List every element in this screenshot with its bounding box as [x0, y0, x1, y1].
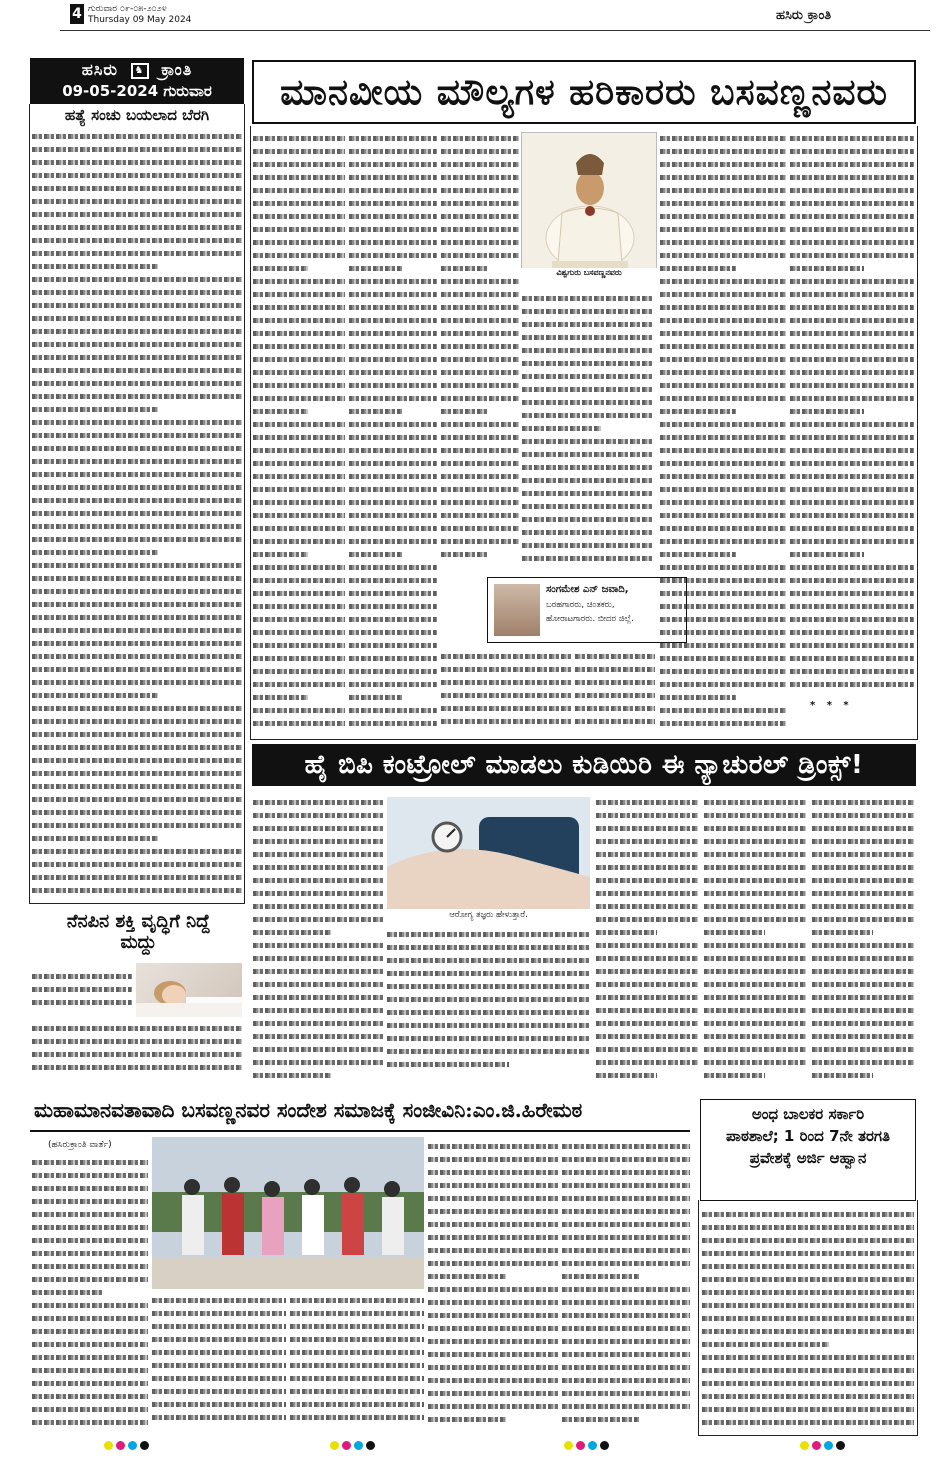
text-line	[428, 1333, 558, 1346]
text-line	[812, 989, 914, 1002]
text-line	[290, 1409, 424, 1422]
header-rule	[60, 30, 930, 31]
text-line	[32, 1362, 148, 1375]
text-line	[152, 1357, 286, 1370]
text-line	[562, 1190, 690, 1203]
text-line	[596, 1028, 698, 1041]
text-line	[152, 1370, 286, 1383]
text-line	[32, 1349, 148, 1362]
text-line	[152, 1344, 286, 1357]
text-line	[32, 1154, 148, 1167]
text-line	[812, 1002, 914, 1015]
text-line	[290, 1383, 424, 1396]
registration-dot	[564, 1441, 573, 1450]
text-line	[704, 898, 806, 911]
text-line	[387, 926, 590, 939]
text-line	[812, 898, 914, 911]
text-line	[812, 911, 914, 924]
text-line	[32, 994, 132, 1007]
text-line	[562, 1242, 690, 1255]
text-line	[596, 911, 698, 924]
text-line	[253, 794, 383, 807]
masthead	[30, 58, 244, 104]
registration-dot	[330, 1441, 339, 1450]
text-line	[290, 1396, 424, 1409]
text-line	[152, 1305, 286, 1318]
text-line	[562, 1333, 690, 1346]
text-line	[704, 794, 806, 807]
text-line	[32, 1193, 148, 1206]
bp-photo-caption: ಆರೋಗ್ಯ ತಜ್ಞರು ಹೇಳುತ್ತಾರೆ.	[449, 910, 528, 920]
text-line	[562, 1372, 690, 1385]
author-photo	[494, 584, 540, 636]
text-line	[253, 1015, 383, 1028]
text-line	[812, 1028, 914, 1041]
text-line	[596, 898, 698, 911]
text-line	[428, 1307, 558, 1320]
bp-article-headline: ಹೈ ಬಿಪಿ ಕಂಟ್ರೋಲ್ ಮಾಡಲು ಕುಡಿಯಿರಿ ಈ ನ್ಯಾಚುರಲ್ ಡ್ರಿಂಕ್ಸ್!	[304, 749, 864, 780]
text-line	[32, 1020, 242, 1033]
text-line	[253, 1002, 383, 1015]
text-line	[253, 859, 383, 872]
text-line	[562, 1177, 690, 1190]
text-line	[562, 1164, 690, 1177]
author-role: ಬರಹಗಾರರು, ಚಿಂತಕರು,	[546, 600, 615, 610]
text-line	[428, 1216, 558, 1229]
text-line	[387, 1017, 590, 1030]
text-line	[152, 1409, 286, 1422]
text-line	[253, 1054, 383, 1067]
text-line	[428, 1138, 558, 1151]
text-line	[253, 820, 383, 833]
registration-dot	[342, 1441, 351, 1450]
text-line	[596, 1067, 698, 1080]
text-line	[704, 911, 806, 924]
text-line	[32, 1059, 242, 1072]
text-line	[704, 989, 806, 1002]
text-line	[428, 1255, 558, 1268]
text-line	[290, 1357, 424, 1370]
text-line	[428, 1177, 558, 1190]
left-article-frame	[29, 104, 245, 904]
text-line	[562, 1203, 690, 1216]
text-line	[812, 846, 914, 859]
text-line	[290, 1292, 424, 1305]
text-line	[704, 820, 806, 833]
registration-marks-3	[564, 1441, 609, 1451]
text-line	[32, 1388, 148, 1401]
text-line	[428, 1411, 558, 1424]
text-line	[596, 976, 698, 989]
text-line	[428, 1385, 558, 1398]
school-article-headline-box	[700, 1099, 916, 1201]
text-line	[32, 1232, 148, 1245]
text-line	[253, 976, 383, 989]
sandesha-article-col2	[152, 1292, 286, 1434]
text-line	[704, 963, 806, 976]
registration-dot	[812, 1441, 821, 1450]
text-line	[596, 794, 698, 807]
school-headline-line3: ಪ್ರವೇಶಕ್ಕೆ ಅರ್ಜಿ ಆಹ್ವಾನ	[749, 1148, 867, 1167]
text-line	[32, 1258, 148, 1271]
text-line	[253, 898, 383, 911]
registration-dot	[588, 1441, 597, 1450]
text-line	[812, 963, 914, 976]
text-line	[812, 807, 914, 820]
running-header	[70, 4, 370, 32]
registration-marks-4	[800, 1441, 845, 1451]
text-line	[253, 1067, 383, 1080]
text-line	[704, 1002, 806, 1015]
text-line	[290, 1331, 424, 1344]
bp-article-col4	[704, 794, 806, 1080]
text-line	[562, 1307, 690, 1320]
text-line	[152, 1318, 286, 1331]
text-line	[812, 976, 914, 989]
text-line	[704, 859, 806, 872]
text-line	[290, 1305, 424, 1318]
text-line	[428, 1359, 558, 1372]
text-line	[428, 1320, 558, 1333]
text-line	[428, 1203, 558, 1216]
masthead-name-left: ಹಸಿರು	[81, 60, 118, 79]
text-line	[596, 872, 698, 885]
text-line	[32, 1245, 148, 1258]
memory-headline-line1: ನೆನಪಿನ ಶಕ್ತಿ ವೃದ್ಧಿಗೆ ನಿದ್ದೆ	[66, 911, 211, 932]
text-line	[596, 989, 698, 1002]
text-line	[562, 1281, 690, 1294]
text-line	[596, 963, 698, 976]
text-line	[596, 885, 698, 898]
registration-marks-1	[104, 1441, 149, 1451]
text-line	[387, 965, 590, 978]
text-line	[704, 846, 806, 859]
text-line	[596, 924, 698, 937]
text-line	[812, 859, 914, 872]
sandesha-dateline: (ಹಸಿರುಕ್ರಾಂತಿ ವಾರ್ತೆ)	[48, 1140, 112, 1150]
text-line	[32, 1310, 148, 1323]
text-line	[32, 1336, 148, 1349]
bp-article-col5	[812, 794, 914, 1080]
text-line	[562, 1216, 690, 1229]
text-line	[562, 1359, 690, 1372]
text-line	[704, 1041, 806, 1054]
text-line	[253, 846, 383, 859]
sleeping-woman-photo	[136, 963, 242, 1017]
registration-dot	[140, 1441, 149, 1450]
text-line	[596, 833, 698, 846]
text-line	[152, 1292, 286, 1305]
text-line	[428, 1242, 558, 1255]
text-line	[596, 1041, 698, 1054]
text-line	[428, 1372, 558, 1385]
sandesha-article-col3	[290, 1292, 424, 1434]
text-line	[428, 1281, 558, 1294]
text-line	[428, 1398, 558, 1411]
registration-dot	[576, 1441, 585, 1450]
sandesha-article-col1	[32, 1154, 148, 1434]
text-line	[562, 1138, 690, 1151]
text-line	[562, 1294, 690, 1307]
left-article-headline: ಹತ್ಯೆ ಸಂಚು ಬಯಲಾದ ಬೆರಗಿ	[64, 106, 210, 124]
text-line	[428, 1268, 558, 1281]
basavanna-portrait	[521, 132, 657, 283]
text-line	[290, 1344, 424, 1357]
text-line	[596, 820, 698, 833]
text-line	[812, 872, 914, 885]
registration-dot	[600, 1441, 609, 1450]
text-line	[387, 939, 590, 952]
memory-article-body-a	[32, 968, 132, 1018]
school-headline-line2: ಪಾಠಶಾಲೆ; 1 ರಿಂದ 7ನೇ ತರಗತಿ	[726, 1126, 890, 1145]
registration-dot	[366, 1441, 375, 1450]
text-line	[387, 1056, 590, 1069]
text-line	[596, 1015, 698, 1028]
memory-article-headline	[31, 911, 246, 971]
sandesha-article-col5	[562, 1138, 690, 1434]
text-line	[562, 1398, 690, 1411]
registration-dot	[354, 1441, 363, 1450]
text-line	[32, 1271, 148, 1284]
text-line	[812, 937, 914, 950]
bp-article-col1	[253, 794, 383, 1080]
text-line	[32, 1206, 148, 1219]
text-line	[253, 911, 383, 924]
memory-article-body-b	[32, 1020, 242, 1078]
text-line	[32, 1323, 148, 1336]
text-line	[290, 1318, 424, 1331]
text-line	[562, 1229, 690, 1242]
author-name: ಸಂಗಮೇಶ ಎನ್ ಜವಾದಿ,	[546, 584, 629, 595]
registration-dot	[128, 1441, 137, 1450]
text-line	[562, 1385, 690, 1398]
text-line	[812, 950, 914, 963]
registration-dot	[104, 1441, 113, 1450]
text-line	[562, 1255, 690, 1268]
text-line	[253, 924, 383, 937]
bp-article-headline-box	[252, 744, 916, 786]
text-line	[32, 1046, 242, 1059]
plough-logo-icon: ♞	[131, 63, 149, 79]
text-line	[812, 885, 914, 898]
text-line	[562, 1411, 690, 1424]
text-line	[704, 1067, 806, 1080]
text-line	[428, 1190, 558, 1203]
text-line	[32, 1284, 148, 1297]
text-line	[596, 950, 698, 963]
text-line	[596, 859, 698, 872]
text-line	[387, 991, 590, 1004]
memory-headline-line2: ಮದ್ದು	[120, 932, 157, 953]
text-line	[253, 807, 383, 820]
masthead-date: 09-05-2024 ಗುರುವಾರ	[62, 82, 212, 100]
text-line	[596, 1054, 698, 1067]
text-line	[253, 1028, 383, 1041]
text-line	[32, 1401, 148, 1414]
header-brand: ಹಸಿರು ಕ್ರಾಂತಿ	[776, 8, 832, 23]
text-line	[812, 820, 914, 833]
text-line	[562, 1320, 690, 1333]
author-box	[487, 577, 687, 643]
registration-dot	[824, 1441, 833, 1450]
text-line	[253, 885, 383, 898]
text-line	[428, 1294, 558, 1307]
text-line	[428, 1229, 558, 1242]
text-line	[704, 807, 806, 820]
text-line	[812, 833, 914, 846]
portrait-caption: ವಿಶ್ವಗುರು ಬಸವಣ್ಣನವರು	[521, 268, 657, 283]
main-article-headline-box	[252, 60, 916, 124]
masthead-name-right: ಕ್ರಾಂತಿ	[161, 60, 193, 79]
text-line	[812, 1054, 914, 1067]
text-line	[387, 952, 590, 965]
school-headline-line1: ಅಂಧ ಬಾಲಕರ ಸರ್ಕಾರಿ	[751, 1105, 865, 1123]
text-line	[596, 846, 698, 859]
text-line	[32, 1033, 242, 1046]
article-end-mark: * * *	[810, 700, 853, 711]
text-line	[704, 950, 806, 963]
text-line	[428, 1346, 558, 1359]
text-line	[290, 1370, 424, 1383]
text-line	[32, 968, 132, 981]
text-line	[387, 1043, 590, 1056]
registration-marks-2	[330, 1441, 375, 1451]
text-line	[32, 1219, 148, 1232]
author-location: ಹೋರಾಟಗಾರರು. ಬೀದರ ಜಿಲ್ಲೆ.	[546, 614, 634, 624]
text-line	[704, 937, 806, 950]
text-line	[812, 1067, 914, 1080]
text-line	[32, 1297, 148, 1310]
registration-dot	[116, 1441, 125, 1450]
text-line	[596, 807, 698, 820]
text-line	[562, 1346, 690, 1359]
text-line	[812, 1041, 914, 1054]
text-line	[253, 950, 383, 963]
header-date-english: Thursday 09 May 2024	[88, 15, 192, 25]
text-line	[32, 1167, 148, 1180]
text-line	[32, 1414, 148, 1427]
event-photo	[152, 1137, 424, 1289]
page-number: 4	[70, 4, 84, 24]
bp-article-col3	[596, 794, 698, 1080]
sandesha-article-headline: ಮಹಾಮಾನವತಾವಾದಿ ಬಸವಣ್ಣನವರ ಸಂದೇಶ ಸಮಾಜಕ್ಕೆ ಸಂಜೀವಿನಿ:ಎಂ.ಜಿ.ಹಿರೇಮಠ	[30, 1098, 690, 1132]
registration-dot	[800, 1441, 809, 1450]
text-line	[704, 872, 806, 885]
text-line	[253, 963, 383, 976]
text-line	[152, 1396, 286, 1409]
bp-article-col2	[387, 926, 590, 1080]
registration-dot	[836, 1441, 845, 1450]
text-line	[562, 1151, 690, 1164]
text-line	[812, 1015, 914, 1028]
text-line	[704, 885, 806, 898]
text-line	[812, 794, 914, 807]
text-line	[253, 937, 383, 950]
text-line	[253, 1041, 383, 1054]
text-line	[704, 924, 806, 937]
text-line	[32, 1180, 148, 1193]
school-article-frame	[698, 1200, 918, 1436]
text-line	[562, 1268, 690, 1281]
text-line	[253, 833, 383, 846]
header-date-kannada: ಗುರುವಾರ ೦೯-೦೫-೨೦೨೪	[88, 4, 167, 14]
text-line	[32, 1375, 148, 1388]
text-line	[704, 976, 806, 989]
text-line	[253, 872, 383, 885]
text-line	[704, 833, 806, 846]
text-line	[152, 1383, 286, 1396]
text-line	[387, 1030, 590, 1043]
text-line	[704, 1028, 806, 1041]
text-line	[387, 1004, 590, 1017]
text-line	[596, 1002, 698, 1015]
text-line	[253, 989, 383, 1002]
text-line	[428, 1151, 558, 1164]
text-line	[387, 978, 590, 991]
text-line	[428, 1164, 558, 1177]
text-line	[596, 937, 698, 950]
text-line	[812, 924, 914, 937]
text-line	[152, 1331, 286, 1344]
text-line	[704, 1015, 806, 1028]
text-line	[32, 981, 132, 994]
text-line	[704, 1054, 806, 1067]
sandesha-article-col4	[428, 1138, 558, 1434]
main-article-headline: ಮಾನವೀಯ ಮೌಲ್ಯಗಳ ಹರಿಕಾರರು ಬಸವಣ್ಣನವರು	[280, 70, 888, 113]
blood-pressure-photo	[387, 797, 590, 909]
